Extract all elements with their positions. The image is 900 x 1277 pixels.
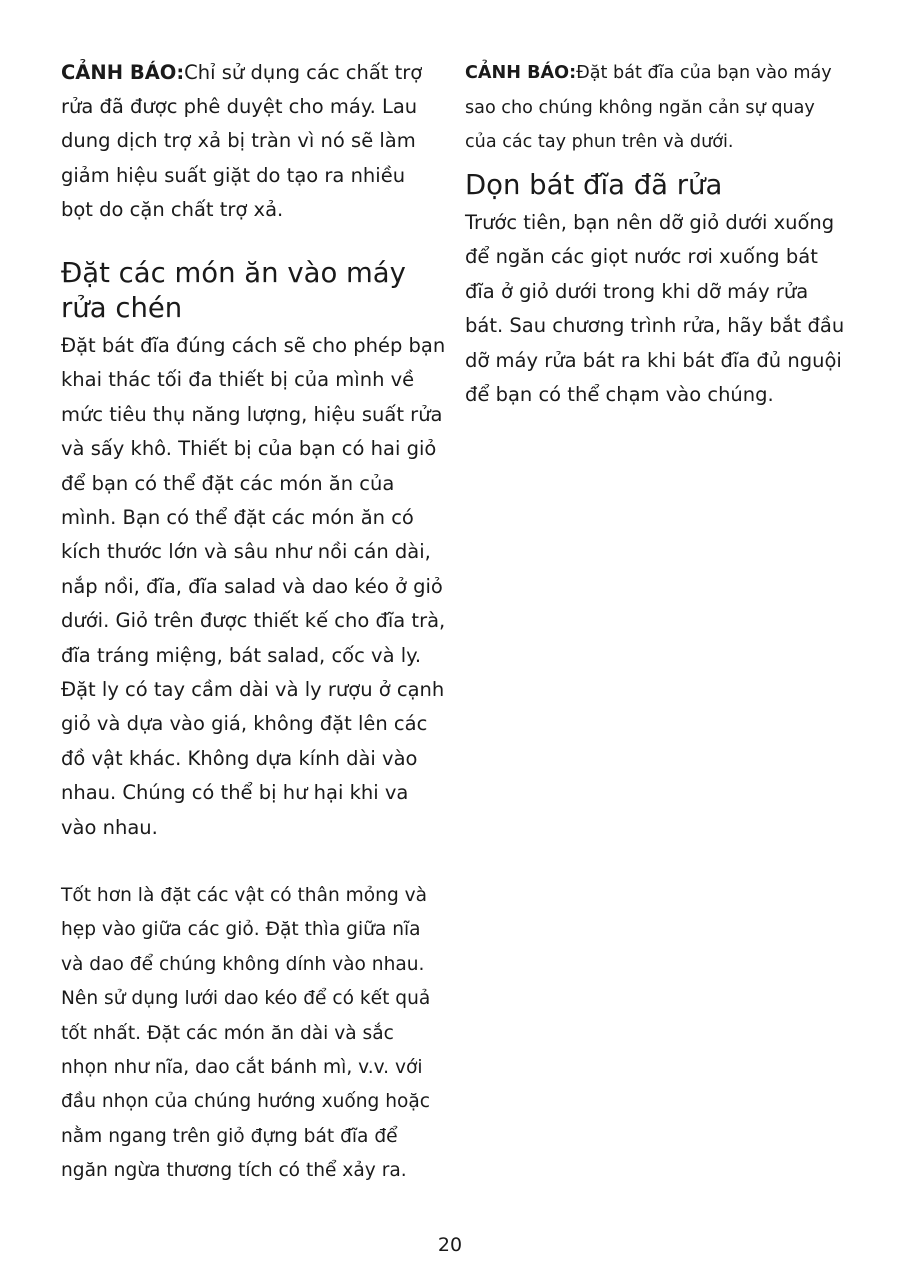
section-heading-unload-dishes: Dọn bát đĩa đã rửa	[465, 169, 723, 201]
warning-note-left	[61, 56, 441, 227]
page-number: 20	[437, 1234, 463, 1256]
warning-note-right	[465, 56, 845, 160]
paragraph-loading-dishes: Đặt bát đĩa đúng cách sẽ cho phép bạn khai thác tối đa thiết bị của mình về mức tiêu thụ năng lượng, hiệu suất rửa và sấy khô. Thiết bị của bạn có hai giỏ để bạn có thể đặt các món ăn của mình. Bạn có thể đặt các món ăn có kích thước lớn và sâu như nồi cán dài, nắp nồi, đĩa, đĩa salad và dao kéo ở giỏ dưới. Giỏ trên được thiết kế cho đĩa trà, đĩa tráng miệng, bát salad, cốc và ly. Đặt ly có tay cầm dài và ly rượu ở cạnh giỏ và dựa vào giá, không đặt lên các đồ vật khác. Không dựa kính dài vào nhau. Chúng có thể bị hư hại khi va vào nhau.	[61, 334, 446, 839]
paragraph-unloading-dishes: Trước tiên, bạn nên dỡ giỏ dưới xuống để ngăn các giọt nước rơi xuống bát đĩa ở giỏ dưới trong khi dỡ máy rửa bát. Sau chương trình rửa, hãy bắt đầu dỡ máy rửa bát ra khi bát đĩa đủ nguội để bạn có thể chạm vào chúng.	[465, 211, 845, 407]
paragraph-cutlery-placement: Tốt hơn là đặt các vật có thân mỏng và hẹp vào giữa các giỏ. Đặt thìa giữa nĩa và dao để chúng không dính vào nhau. Nên sử dụng lưới dao kéo để có kết quả tốt nhất. Đặt các món ăn dài và sắc nhọn như nĩa, dao cắt bánh mì, v.v. với đầu nhọn của chúng hướng xuống hoặc nằm ngang trên giỏ đựng bát đĩa để ngăn ngừa thương tích có thể xảy ra.	[61, 885, 431, 1182]
warning-label: CẢNH BÁO:	[61, 61, 185, 84]
warning-label: CẢNH BÁO:	[465, 63, 577, 83]
section-heading-place-dishes: Đặt các món ăn vào máy rửa chén	[61, 257, 406, 324]
warning-text: Chỉ sử dụng các chất trợ rửa đã được phê duyệt cho máy. Lau dung dịch trợ xả bị tràn vì nó sẽ làm giảm hiệu suất giặt do tạo ra nhiều bọt do cặn chất trợ xả.	[61, 61, 423, 221]
warning-text: Đặt bát đĩa của bạn vào máy sao cho chúng không ngăn cản sự quay của các tay phun trên và dưới.	[465, 63, 832, 152]
